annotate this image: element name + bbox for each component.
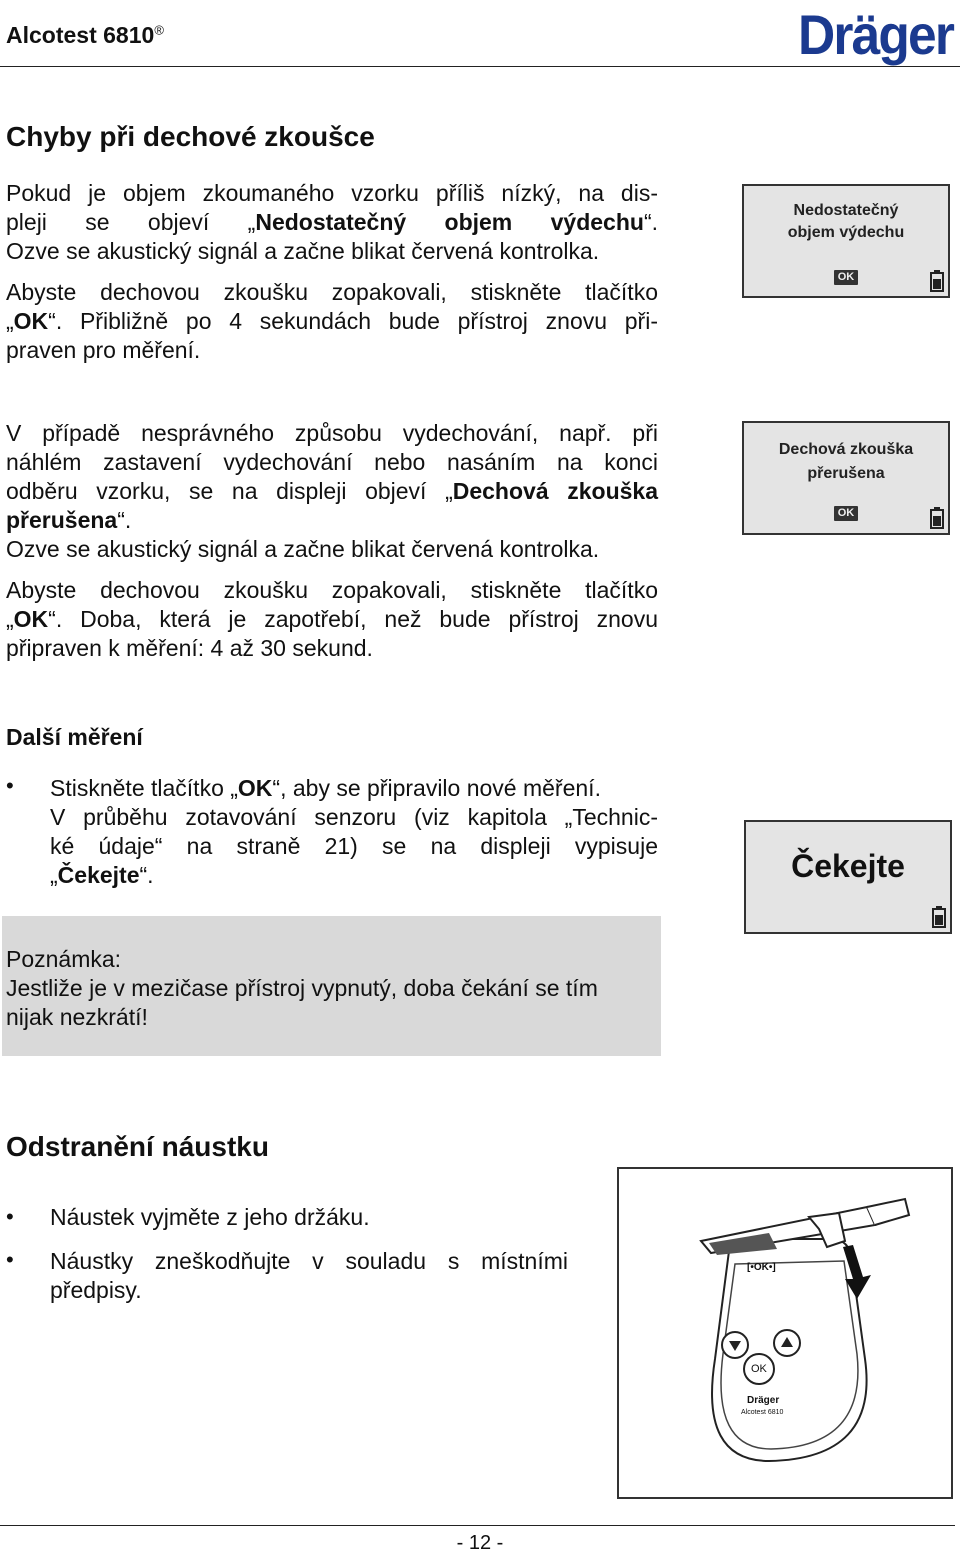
device-brand: Dräger [747,1395,780,1406]
bullet-dispose: Náustky zneškodňujte v souladu s místními předpisy. [50,1248,568,1303]
display-interrupted: Dechová zkouška přerušena OK [742,421,950,535]
bullet-marker: • [6,1204,14,1229]
note-text-line2: nijak nezkrátí! [6,1004,148,1030]
note-text-line1: Jestliže je v mezičase přístroj vypnutý, doba čekání se tím [6,975,598,1001]
bullet-marker: • [6,773,14,798]
note-label: Poznámka: [6,946,122,972]
battery-icon [930,270,944,292]
paragraph-repeat-ok-2: Abyste dechovou zkoušku zopakovali, stiskněte tlačítko „OK“. Doba, která je zapotřebí, než bude přístroj znovu připraven k měření: 4 až 30 sekund. [6,577,658,661]
brand-logo: Dräger [798,3,954,66]
paragraph-low-volume: Pokud je objem zkoumaného vzorku příliš nízký, na dis- pleji se objeví „Nedostatečný objem výdechu“. Ozve se akustický signál a začne blikat červená kontrolka. [6,180,658,264]
document-title: Alcotest 6810® [6,22,164,48]
section-title-next-measurement: Další měření [6,724,143,750]
display-wait: Čekejte [744,820,952,934]
ok-icon: OK [834,506,858,521]
section-title-errors: Chyby při dechové zkoušce [6,121,375,152]
footer-rule [0,1525,955,1526]
battery-icon [932,906,946,928]
paragraph-repeat-ok: Abyste dechovou zkoušku zopakovali, stiskněte tlačítko „OK“. Přibližně po 4 sekundách bude přístroj znovu při- praven pro měření. [6,279,658,363]
ok-icon: OK [834,270,858,285]
breathalyzer-drawing [619,1169,951,1497]
header-rule [0,66,960,67]
page-number: - 12 - [456,1532,504,1554]
battery-icon [930,507,944,529]
bullet-remove: Náustek vyjměte z jeho držáku. [50,1204,370,1230]
paragraph-interrupted: V případě nesprávného způsobu vydechování, např. při náhlém zastavení vydechování nebo nasáním na konci odběru vzorku, se na displeji objeví „Dechová zkouška přerušena“. Ozve se akustický signál a začne blikat červená kontrolka. [6,420,659,562]
device-illustration [617,1167,953,1499]
bullet-marker: • [6,1247,14,1272]
device-screen-label: [•OK•] [747,1262,776,1273]
section-title-remove-mouthpiece: Odstranění náustku [6,1131,269,1162]
bullet-new-measurement: Stiskněte tlačítko „OK“, aby se připravilo nové měření. V průběhu zotavování senzoru (viz kapitola „Technic- ké údaje“ na straně 21) se na displeji vypisuje „Čekejte“. [50,775,658,888]
device-model: Alcotest 6810 [741,1409,784,1416]
device-ok-button-label: OK [751,1363,767,1375]
note-box [2,916,661,1056]
display-low-volume: Nedostatečný objem výdechu OK [742,184,950,298]
